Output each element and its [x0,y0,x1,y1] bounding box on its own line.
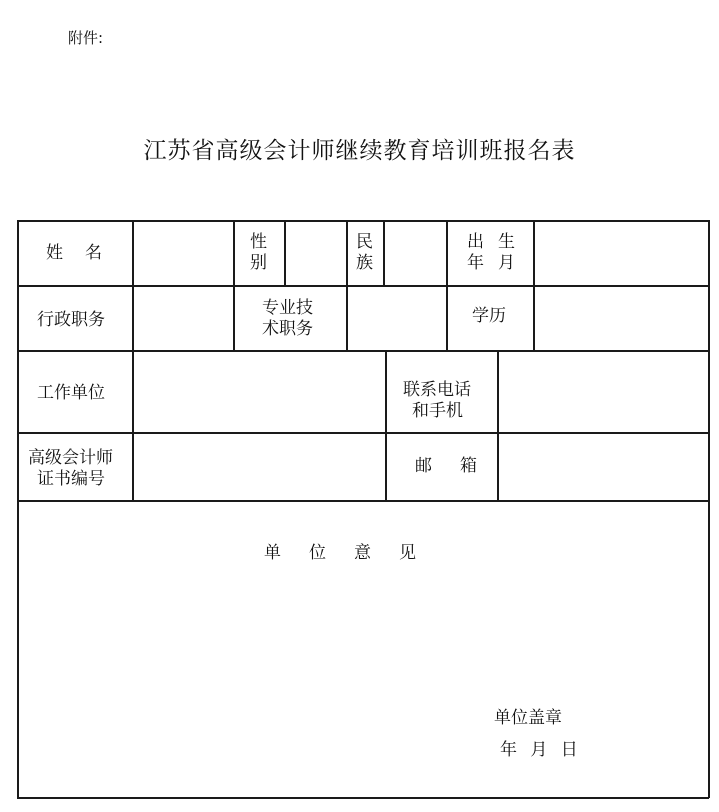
work-unit-field[interactable] [134,352,384,431]
pro-title-label-line2: 术职务 [262,319,313,339]
education-field[interactable] [535,287,707,349]
birth-date-field[interactable] [535,222,707,284]
unit-opinion-label: 单位意见 [264,543,444,563]
pro-title-field[interactable] [348,287,445,349]
grid-line [446,220,448,350]
birth-label-line2: 年月 [467,253,529,273]
gender-label-line2: 别 [250,253,267,273]
education-label: 学历 [472,306,506,326]
pro-title-label-line1: 专业技 [262,298,313,318]
grid-line [17,500,709,502]
attachment-label: 附件: [68,29,104,47]
grid-line [385,350,387,500]
form-title: 江苏省高级会计师继续教育培训班报名表 [143,138,576,164]
grid-line [233,220,235,350]
gender-field[interactable] [286,222,345,284]
ethnicity-field[interactable] [385,222,445,284]
cert-label-line1: 高级会计师 [28,448,113,468]
contact-label-line1: 联系电话 [403,380,471,400]
name-field[interactable] [134,222,232,284]
email-label: 邮箱 [415,456,505,476]
unit-opinion-field[interactable] [19,575,707,695]
email-field[interactable] [499,434,707,499]
grid-line [708,220,710,798]
contact-phone-field[interactable] [499,352,707,431]
contact-label-line2: 和手机 [412,401,463,421]
cert-label-line2: 证书编号 [37,469,105,489]
work-unit-label: 工作单位 [37,383,105,403]
admin-post-field[interactable] [134,287,232,349]
ethnicity-label-line2: 族 [356,253,373,273]
grid-line [17,797,709,799]
unit-seal-label: 单位盖章 [494,708,562,728]
grid-line [17,220,19,798]
name-label: 姓名 [46,243,124,263]
gender-label-line1: 性 [250,232,267,252]
birth-label-line1: 出生 [467,232,529,252]
admin-post-label: 行政职务 [37,310,105,330]
date-label: 年 月 日 [500,740,582,760]
cert-number-field[interactable] [134,434,384,499]
ethnicity-label-line1: 民 [356,232,373,252]
